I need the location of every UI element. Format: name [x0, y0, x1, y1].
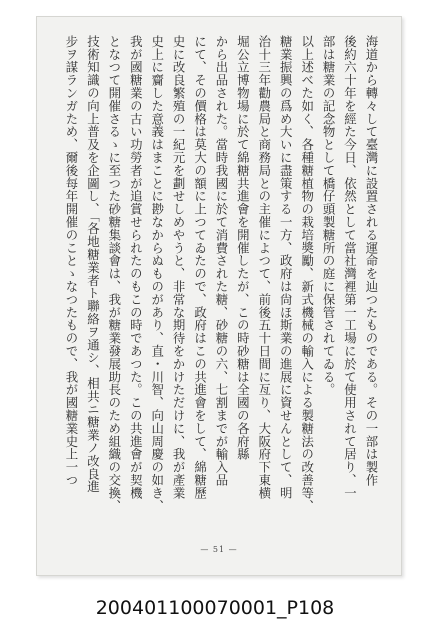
text-column-10: 史に改良繁殖の一紀元を劃せしめやうと、非常な期待をかけただけに、我が產業 [171, 35, 187, 500]
text-column-12: 我が國糖業の古い功勞者が追賞せられたのもこの時であつた。この共進會が契機 [128, 35, 144, 500]
text-column-11: 史上に齎した意義はまことに尠なからぬものがあり、直・川智、向山周慶の如き、 [149, 35, 165, 513]
text-column-14: 技術知識の向上普及を企圖し、「各地糖業者ト聯絡ヲ通シ、相共ニ糖業ノ改良進 [85, 35, 101, 494]
text-column-15: 步ヲ謀ランガため、爾後每年開催のことゝなつたもので、我が國糖業史上一つ [64, 35, 79, 487]
text-column-7: 堀公立博物場に於て綿糖共進會を開催したが、この時砂糖は全國の各府縣 [235, 35, 251, 461]
image-caption: 200401100070001_P108 [95, 597, 335, 619]
text-column-6: 治十三年勸農局と商務局との主催によつて、前後五十日間に亙り、大阪府下東横 [256, 35, 272, 500]
text-column-4: 以上述べた如く、各種糖植物の栽培奬勵、新式機械の輸入による製糖法の改善等、 [299, 35, 315, 513]
body-text [63, 35, 379, 535]
text-column-1: 海道から轉々して臺灣に設置される運命を辿つたものである。その一部は製作 [363, 35, 379, 487]
text-column-9: にて、その價格は莫大の額に上つてゐたので、政府はこの共進會をして、綿糖歷 [192, 35, 208, 500]
page-number: — 51 — [200, 545, 238, 554]
text-column-3: 部は糖業の記念物として橋仔頭製糖所の庭に保管されてゐる。 [321, 35, 337, 397]
document-page [36, 16, 402, 576]
text-column-2: 後約六十年を經た今日、依然として當社灣裡第一工場に於て使用されて居り、一 [342, 35, 358, 500]
text-column-5: 糖業振興の爲め大いに盡策する一方、政府は尙ほ斯業の進展に資せんとして、明 [278, 35, 294, 500]
text-column-8: から出品された。當時我國に於て消費された糖、砂糖の六、七割までが輸入品 [213, 35, 229, 487]
text-column-13: となつて開催さるゝに至つた砂糖集談會は、我が糖業發展助長のため組織の交換、 [106, 35, 122, 513]
